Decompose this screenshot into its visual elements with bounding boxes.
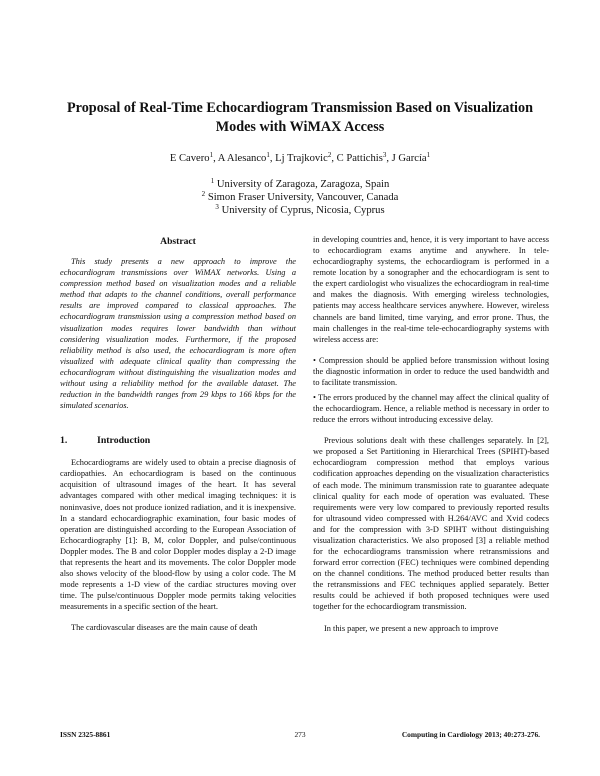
affiliation: $^3$ University of Cyprus, Nicosia, Cyprus <box>215 203 385 216</box>
footer-page-number: 273 <box>294 730 306 739</box>
section-heading <box>60 435 296 446</box>
author-list: E Cavero$^1$, A Alesanco$^1$, Lj Trajkovic$^2$, C Pattichis$^3$, J García$^1$ <box>169 151 431 164</box>
footer-issn: ISSN 2325-8861 <box>60 730 111 739</box>
affiliation: $^2$ Simon Fraser University, Vancouver, Canada <box>201 190 399 203</box>
abstract-text: This study presents a new approach to improve the echocardiogram transmissions over WiMAX networks. Using a compression method based on visualization modes and a reliable method that adapts to the channel conditions, overall performance results are improved compared to classical approaches. The echocardiogram transmission using a compression method based on visualization modes requires lower bandwidth than without considering visualization modes. Furthermore, if the proposed reliability method is also used, the echocardiogram is more often visualized with adequate clinical quality than compressing the echocardiogram without distinguishing the visualization modes and without using a reliability method for the available dataset. The reduction in the bandwidth ranges from 29 kbps to 166 kbps for the simulated scenarios. <box>60 257 296 411</box>
footer-journal: Computing in Cardiology 2013; 40:273-276. <box>401 730 540 739</box>
intro-paragraph-2: The cardiovascular diseases are the main cause of death <box>71 623 258 633</box>
author: E Cavero$^1$ <box>169 151 214 164</box>
paper-title <box>40 99 560 137</box>
intro-paragraph-3: Previous solutions dealt with these challenges separately. In [2], we proposed a Set Partitioning in Hierarchical Trees (SPIHT)-based echocardiogram compression method that employs various codification approaches depending on the visualization characteristics of each mode. The minimum transmission rate to guarantee adequate clinical quality for each mode of operation was evaluated. These requirements were very low compared to previously reported results for ultrasound video compressed with H.264/AVC and Xvid codecs and for the compression with 3-D SPIHT without distinguishing visualization characteristics. We also proposed [3] a reliable method for the echocardiograms transmission where retransmissions and forward error correction (FEC) techniques were combined depending on the channel conditions. The method produced better results than the retransmissions and FEC techniques applied separately. Better results could be achieved if both proposed techniques were used together for the echocardiogram transmission. <box>313 436 549 612</box>
author: J García$^1$ <box>391 151 431 164</box>
title-line-1: Proposal of Real-Time Echocardiogram Transmission Based on Visualization <box>67 100 533 116</box>
author: C Pattichis$^3$ <box>336 151 387 164</box>
affiliation: $^1$ University of Zaragoza, Zaragoza, Spain <box>210 177 390 190</box>
abstract-heading: Abstract <box>160 236 196 247</box>
bullet-item: • Compression should be applied before transmission without losing the diagnostic information in order to reduce the used bandwidth and to facilitate transmission. <box>313 355 549 387</box>
bullet-item: • The errors produced by the channel may affect the clinical quality of the echocardiogram. Hence, a reliable method is necessary in order to reduce the errors without introducing excessive delay. <box>313 393 549 425</box>
affiliation-list <box>40 178 560 217</box>
left-column <box>60 236 296 643</box>
intro-paragraph-4: In this paper, we present a new approach to improve <box>324 623 499 633</box>
intro-paragraph-1: Echocardiograms are widely used to obtain a precise diagnosis of cardiopathies. An echocardiogram is based on the continuous acquisition of ultrasound images of the heart. It has several advantages compared with other medical imaging techniques: it is noninvasive, does not produce ionized radiation, and it is inexpensive. In a standard echocardiographic examination, four basic modes of operation are distinguished according to the European Association of Echocardiography [1]: B, M, color Doppler, and pulse/continuous Doppler modes. The B and color Doppler modes display a 2-D image that represents the heart and its movements. The color Doppler mode also shows velocity of the blood-flow by using a color code. The M mode represents a 1-D view of the cardiac structures moving over time. The pulse/continuous Doppler mode permits taking velocities measurements in a specific section of the heart. <box>60 458 296 612</box>
title-line-2: Modes with WiMAX Access <box>215 119 385 135</box>
section-title: Introduction <box>97 435 151 447</box>
author: A Alesanco$^1$ <box>217 151 270 164</box>
author: Lj Trajkovic$^2$ <box>275 151 332 164</box>
right-column <box>313 234 549 644</box>
intro-paragraph-continued: in developing countries and, hence, it is very important to have access to echocardiogram exams anytime and anywhere. In tele-echocardiography systems, the echocardiogram is performed in a remote location by a sonographer and the echocardiogram is sent to the expert cardiologist who visualizes the echocardiogram in real-time and makes the diagnosis. With emerging wireless technologies, patients may access healthcare services anywhere. However, wireless channels are band limited, time varying, and error prone. Thus, the main challenges in the real-time tele-echocardiography systems with wireless access are: <box>313 235 549 344</box>
section-number: 1. <box>60 435 68 447</box>
